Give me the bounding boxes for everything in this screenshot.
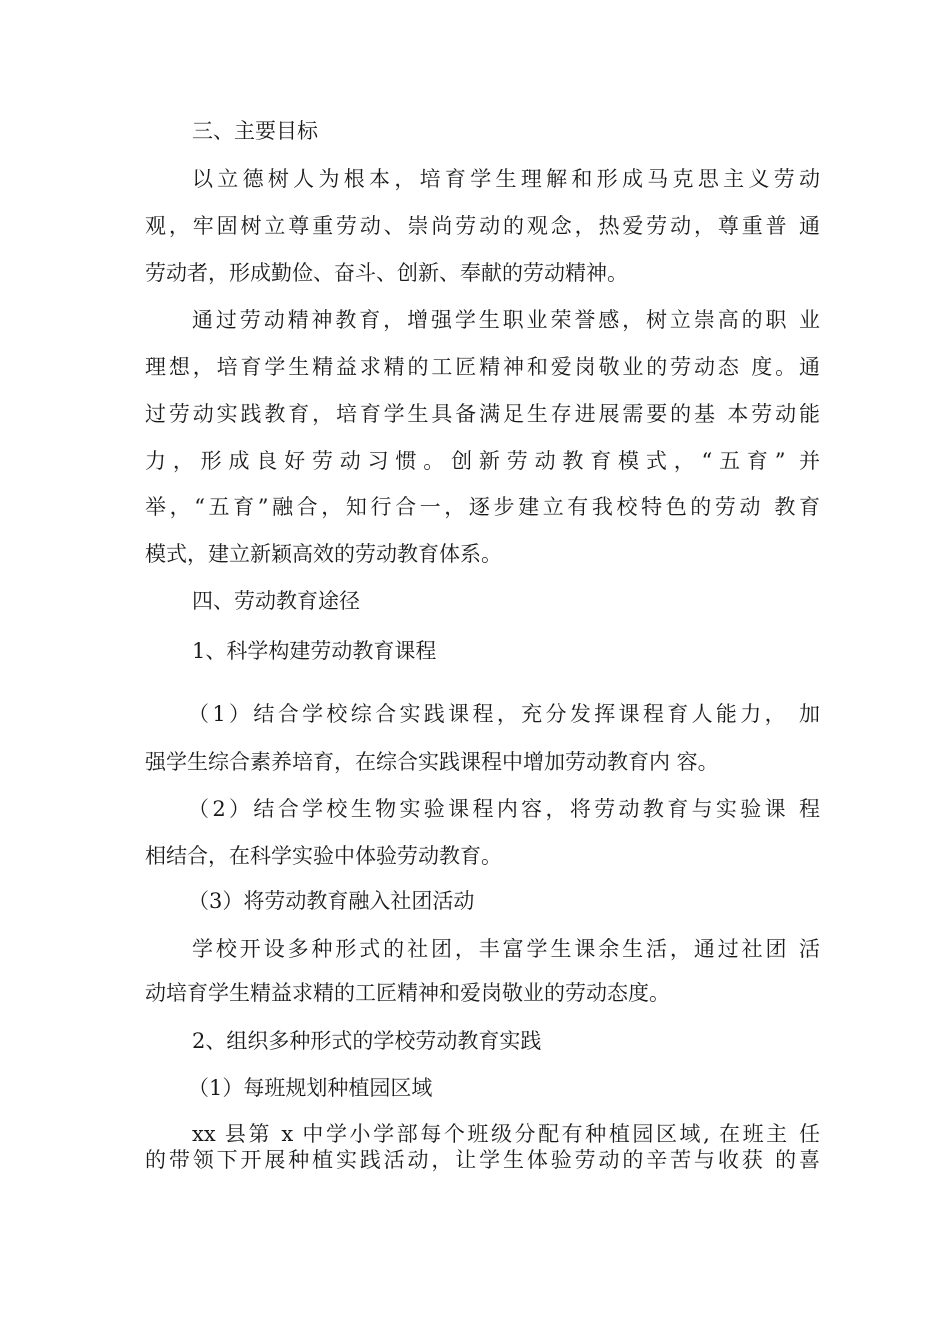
paragraph-line: 过劳动实践教育，培育学生具备满足生存进展需要的基 本劳动能 — [145, 402, 820, 426]
paragraph-line: （1）每班规划种植园区域 — [188, 1076, 433, 1100]
section-heading-approaches: 四、劳动教育途径 — [192, 589, 360, 613]
paragraph-line: 举，“五育”融合，知行合一，逐步建立有我校特色的劳动 教育 — [145, 495, 820, 519]
paragraph-line: 学校开设多种形式的社团，丰富学生课余生活，通过社团 活 — [192, 937, 820, 961]
subsection-heading: 1、科学构建劳动教育课程 — [192, 639, 437, 663]
paragraph-line: （1）结合学校综合实践课程，充分发挥课程育人能力， 加 — [188, 702, 820, 726]
paragraph-line: 以立德树人为根本，培育学生理解和形成马克思主义劳动 — [192, 167, 820, 191]
section-heading-goals: 三、主要目标 — [192, 119, 318, 143]
paragraph-line: 观，牢固树立尊重劳动、崇尚劳动的观念，热爱劳动，尊重普 通 — [145, 214, 820, 238]
paragraph-line: 强学生综合素养培育，在综合实践课程中增加劳动教育内 容。 — [145, 750, 719, 774]
paragraph-line: 相结合，在科学实验中体验劳动教育。 — [145, 844, 502, 868]
paragraph-line: 通过劳动精神教育，增强学生职业荣誉感，树立崇高的职 业 — [192, 308, 820, 332]
paragraph-line: 力，形成良好劳动习惯。创新劳动教育模式，“五育” 并 — [145, 449, 820, 473]
paragraph-line: 动培育学生精益求精的工匠精神和爱岗敬业的劳动态度。 — [145, 981, 670, 1005]
paragraph-line: （2）结合学校生物实验课程内容，将劳动教育与实验课 程 — [188, 797, 820, 821]
paragraph-line: 理想，培育学生精益求精的工匠精神和爱岗敬业的劳动态 度。通 — [145, 355, 820, 379]
paragraph-line: xx 县第 x 中学小学部每个班级分配有种植园区域, 在班主 任 — [192, 1122, 820, 1146]
paragraph-line: （3）将劳动教育融入社团活动 — [188, 889, 475, 913]
paragraph-line: 模式，建立新颖高效的劳动教育体系。 — [145, 542, 502, 566]
paragraph-line: 劳动者，形成勤俭、奋斗、创新、奉献的劳动精神。 — [145, 261, 628, 285]
paragraph-line: 的带领下开展种植实践活动，让学生体验劳动的辛苦与收获 的喜 — [145, 1148, 820, 1172]
subsection-heading: 2、组织多种形式的学校劳动教育实践 — [192, 1029, 542, 1053]
